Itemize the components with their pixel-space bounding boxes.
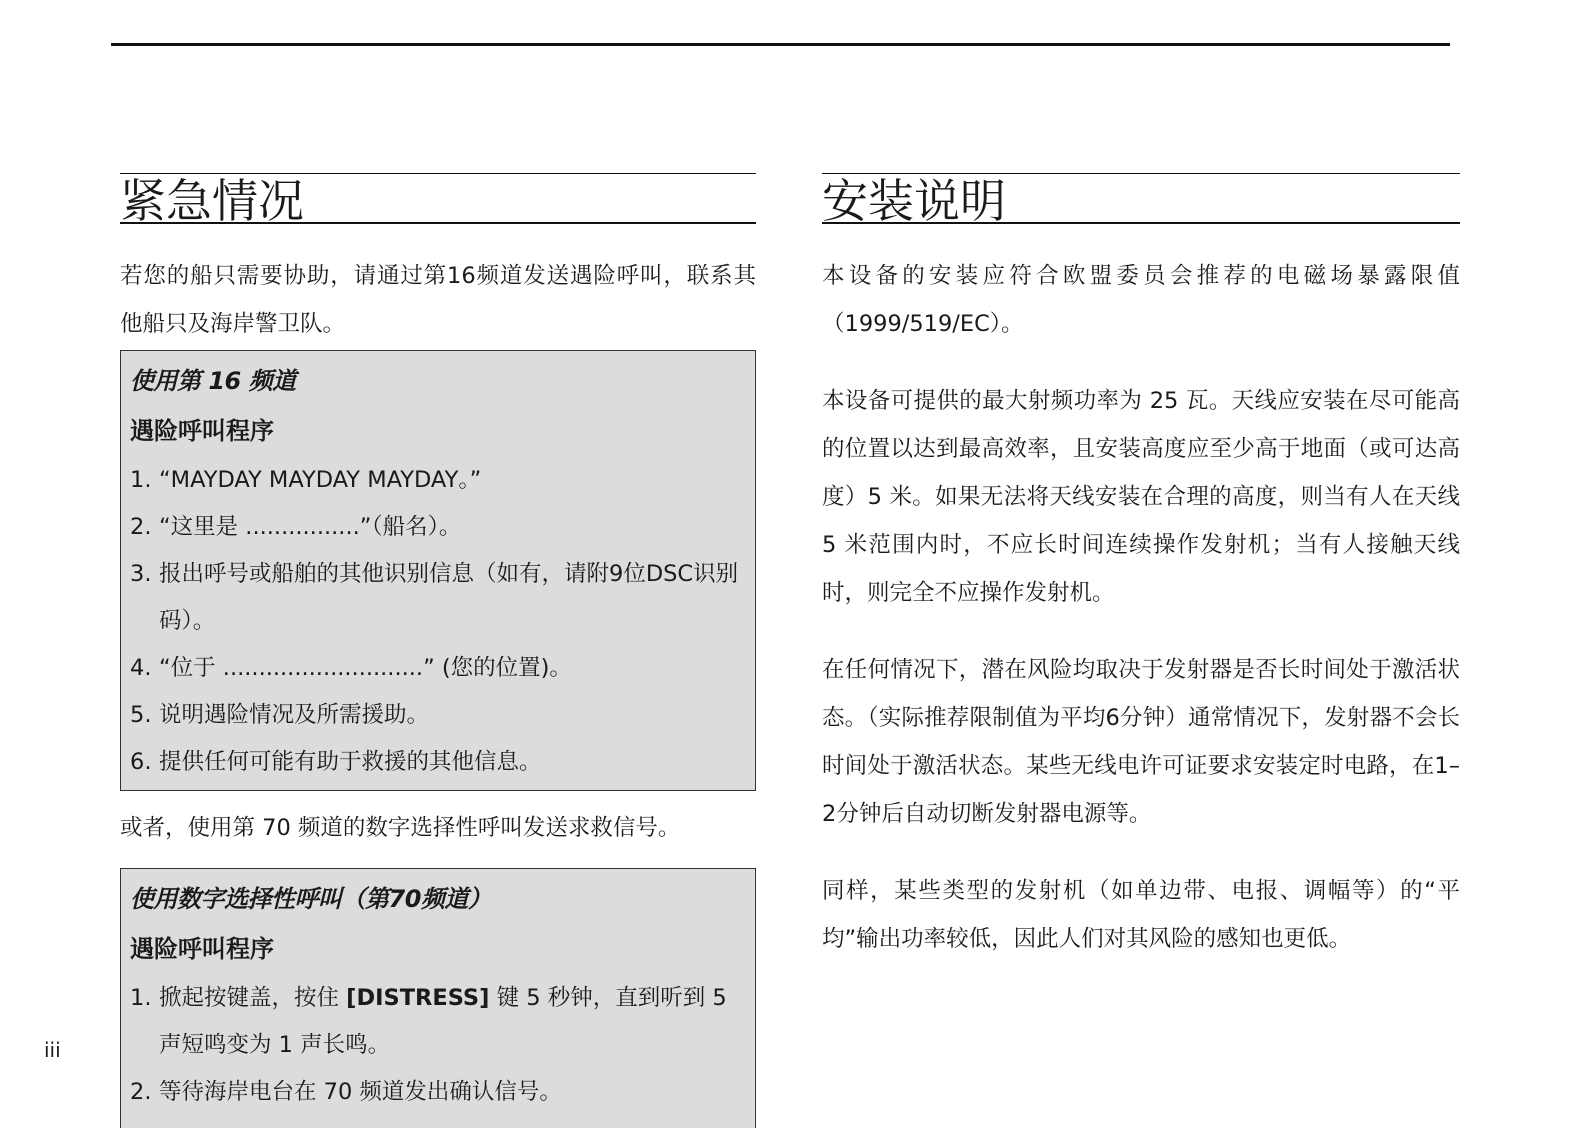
emergency-intro: 若您的船只需要协助，请通过第16频道发送遇险呼叫，联系其他船只及海岸警卫队。 [120, 263, 756, 337]
step-item: 5. 说明遇险情况及所需援助。 [130, 702, 430, 728]
step-item: 3. 报出呼号或船舶的其他识别信息（如有，请附9位DSC识别码）。 [130, 561, 739, 634]
step-item: 2. “这里是 ................”（船名）。 [130, 514, 462, 540]
distress-key-label: [DISTRESS] [346, 985, 490, 1011]
dsc-box-title: 使用数字选择性呼叫（第70频道） [130, 885, 492, 913]
step-item: 1. “MAYDAY MAYDAY MAYDAY。” [130, 467, 482, 493]
channel16-procedure-title: 遇险呼叫程序 [130, 417, 274, 445]
installation-column [822, 173, 1460, 963]
emergency-column [120, 173, 756, 1128]
dsc-alternative-text: 或者，使用第 70 频道的数字选择性呼叫发送求救信号。 [120, 815, 681, 841]
dsc-steps [130, 975, 747, 1116]
dsc-procedure-title: 遇险呼叫程序 [130, 935, 274, 963]
channel16-box-title: 使用第 16 频道 [130, 367, 296, 395]
installation-paragraph: 本设备可提供的最大射频功率为 25 瓦。天线应安装在尽可能高的位置以达到最高效率，且安装高度应至少高于地面（或可达高度）5 米。如果无法将天线安装在合理的高度，则当有人在天线 5 米范围内时，不应长时间连续操作发射机；当有人接触天线时，则完全不应操作发射机。 [822, 388, 1460, 606]
installation-heading: 安装说明 [822, 173, 1460, 224]
step-item: 4. “位于 ............................” (您的位置)。 [130, 655, 572, 681]
channel16-box [120, 350, 756, 791]
installation-paragraph: 在任何情况下，潜在风险均取决于发射器是否长时间处于激活状态。（实际推荐限制值为平均6分钟）通常情况下，发射器不会长时间处于激活状态。某些无线电许可证要求安装定时电路，在1–2分钟后自动切断发射器电源等。 [822, 657, 1460, 827]
channel16-steps [130, 457, 747, 786]
emergency-heading: 紧急情况 [120, 173, 756, 224]
installation-paragraph: 同样，某些类型的发射机（如单边带、电报、调幅等）的“平均”输出功率较低，因此人们对其风险的感知也更低。 [822, 878, 1460, 952]
dsc-box [120, 868, 756, 1128]
installation-paragraph: 本设备的安装应符合欧盟委员会推荐的电磁场暴露限值（1999/519/EC）。 [822, 263, 1460, 337]
step-item: 2. 等待海岸电台在 70 频道发出确认信号。 [130, 1079, 562, 1105]
step-item: 6. 提供任何可能有助于救援的其他信息。 [130, 749, 542, 775]
page-number: iii [44, 1038, 61, 1062]
step-item: 1. 掀起按键盖，按住 [DISTRESS] 键 5 秒钟，直到听到 5 声短鸣变为 1 声长鸣。 [130, 985, 727, 1058]
top-rule [111, 43, 1450, 46]
